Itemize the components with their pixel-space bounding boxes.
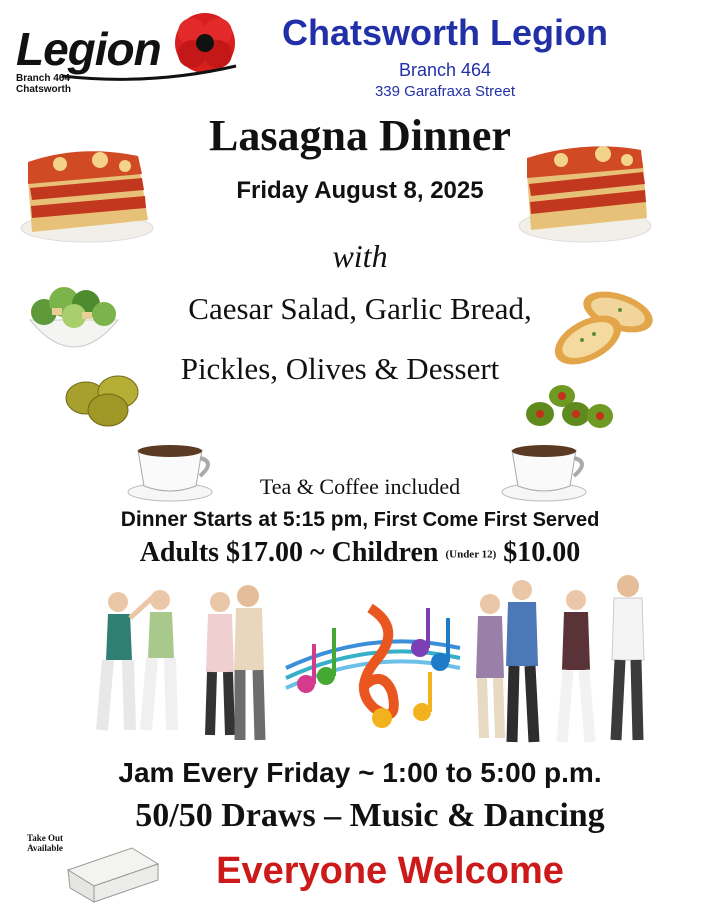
event-date: Friday August 8, 2025: [236, 177, 484, 204]
address: 339 Garafraxa Street: [374, 83, 516, 100]
coffee-cup-image: [126, 438, 218, 502]
dinner-start-time: Dinner Starts at 5:15 pm,: [120, 508, 369, 531]
branch-number: Branch 464: [398, 60, 492, 80]
first-come-text: First Come First Served: [373, 509, 600, 531]
price-under-12: (Under 12): [445, 548, 497, 561]
takeout-label-line2: Available: [27, 843, 63, 853]
menu-line-2: Pickles, Olives & Dessert: [180, 351, 500, 386]
price-line: [20, 537, 700, 569]
dancers-image: [468, 570, 658, 750]
music-notes-image: [282, 588, 464, 738]
logo-branch-caption: [16, 73, 71, 95]
logo-branch-town: Chatsworth: [16, 84, 71, 95]
price-children: $10.00: [503, 537, 581, 568]
draws-music-dancing: 50/50 Draws – Music & Dancing: [135, 797, 605, 834]
dancers-image: [90, 580, 275, 750]
dinner-start-line: [20, 508, 700, 532]
with-text: with: [332, 238, 388, 274]
legion-logo-text: Legion: [16, 23, 161, 75]
takeout-label-line1: Take Out: [27, 833, 63, 843]
everyone-welcome: Everyone Welcome: [216, 850, 564, 892]
logo-branch-number: Branch 464: [16, 73, 70, 84]
price-adults: Adults $17.00 ~ Children: [139, 537, 439, 568]
tea-coffee-text: Tea & Coffee included: [259, 474, 461, 499]
event-title: Lasagna Dinner: [209, 111, 511, 160]
jam-schedule: Jam Every Friday ~ 1:00 to 5:00 p.m.: [118, 757, 602, 788]
logo-swoosh: [60, 62, 240, 82]
pickles-image: [62, 372, 152, 428]
org-name: Chatsworth Legion: [282, 12, 608, 53]
olives-image: [524, 382, 616, 432]
menu-line-1: Caesar Salad, Garlic Bread,: [188, 291, 532, 326]
takeout-container-image: [62, 840, 162, 908]
coffee-cup-image: [498, 438, 590, 502]
